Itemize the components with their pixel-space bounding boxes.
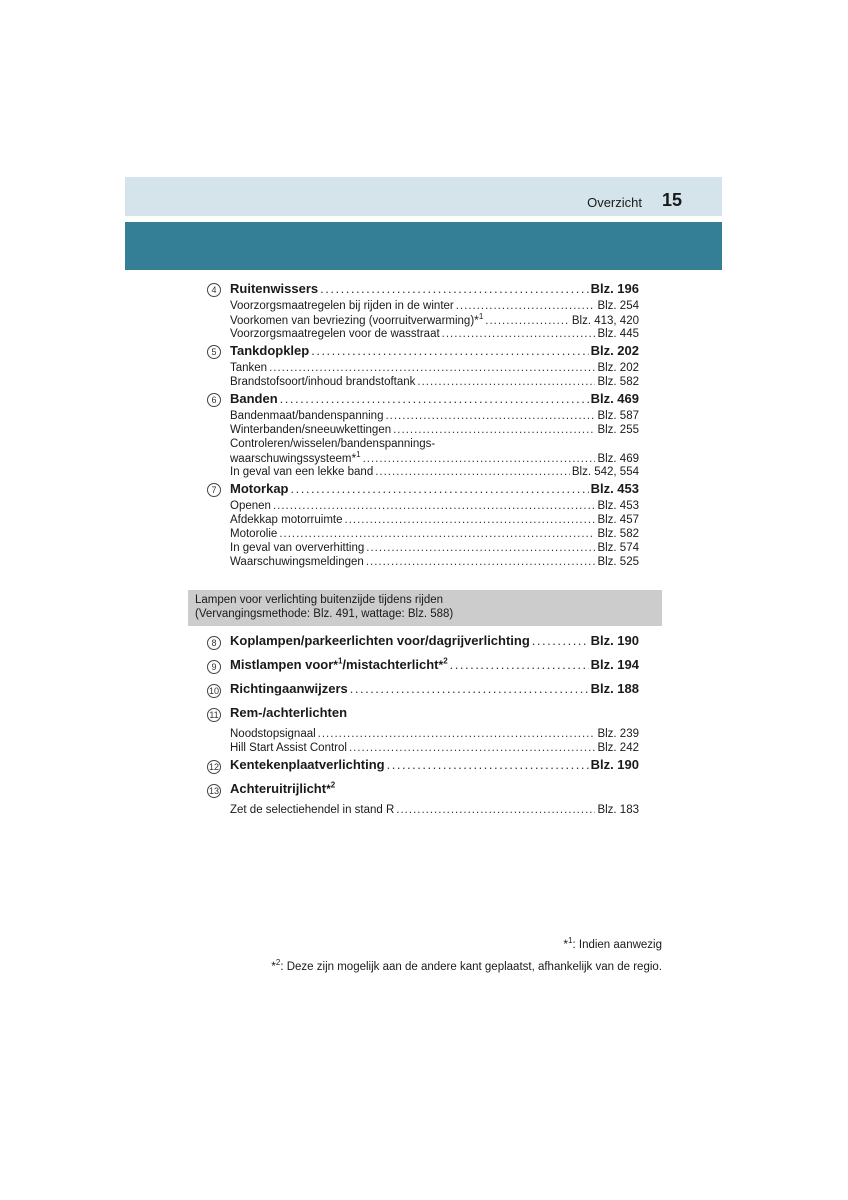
sub-entry-page-ref: Blz. 574 bbox=[597, 542, 639, 554]
asterisk: * bbox=[333, 658, 338, 672]
footnote-2: *$^2$: Deze zijn mogelijk aan de andere kant geplaatst, afhankelijk van de regio. bbox=[271, 958, 662, 973]
sub-entry-text: Waarschuwingsmeldingen bbox=[230, 556, 364, 568]
sub-entry-text: Afdekkap motorruimte bbox=[230, 514, 343, 526]
sub-entry[interactable] bbox=[230, 513, 639, 527]
item-number-badge: 5 bbox=[207, 345, 221, 359]
leader-dots bbox=[273, 499, 596, 513]
entry-label bbox=[230, 681, 348, 696]
sub-entry-text: Voorkomen van bevriezing (voorruitverwarming) bbox=[230, 315, 475, 327]
lamps-info-box bbox=[188, 590, 662, 626]
sub-entry-label bbox=[230, 803, 394, 817]
sub-entry-page-ref: Blz. 582 bbox=[597, 528, 639, 540]
sub-entry-label bbox=[230, 541, 364, 555]
sub-entry-text: waarschuwingssysteem bbox=[230, 453, 352, 465]
entry-label-text: Motorkap bbox=[230, 481, 289, 496]
sub-entry[interactable] bbox=[230, 409, 639, 423]
sub-entry-label bbox=[230, 499, 271, 513]
sub-entry-text: Voorzorgsmaatregelen voor de wasstraat bbox=[230, 328, 440, 340]
sub-entry-page-ref: Blz. 525 bbox=[597, 556, 639, 568]
sub-entry-text: Tanken bbox=[230, 362, 268, 374]
leader-dots bbox=[363, 452, 596, 466]
sub-entry-page-ref: Blz. 445 bbox=[597, 328, 639, 340]
entry-page-ref: Blz. 190 bbox=[590, 633, 639, 648]
header-bar bbox=[125, 177, 722, 216]
leader-dots bbox=[311, 343, 588, 358]
leader-dots bbox=[387, 757, 589, 772]
leader-dots bbox=[393, 423, 595, 437]
sub-entry-page-ref: Blz. 239 bbox=[597, 728, 639, 740]
leader-dots bbox=[396, 803, 595, 817]
item-number-badge: 9 bbox=[207, 660, 221, 674]
sub-entry-page-ref: Blz. 202 bbox=[597, 362, 639, 374]
sub-entry-page-ref: Blz. 582 bbox=[597, 376, 639, 388]
asterisk: * bbox=[474, 313, 479, 327]
header-band bbox=[125, 222, 722, 270]
sub-entry[interactable] bbox=[230, 555, 639, 569]
leader-dots bbox=[318, 727, 596, 741]
sub-entry-page-ref: Blz. 453 bbox=[597, 500, 639, 512]
entry-label bbox=[230, 633, 530, 648]
footnote-ref: 1 bbox=[356, 450, 361, 460]
sub-entry-text: Hill Start Assist Control bbox=[230, 742, 347, 754]
item-number-badge: 6 bbox=[207, 393, 221, 407]
sub-entry-label bbox=[230, 299, 454, 313]
entry-label-text: Tankdopklep bbox=[230, 343, 310, 358]
footnote-ref: 2 bbox=[330, 780, 336, 790]
sub-entry-text: Noodstopsignaal bbox=[230, 728, 316, 740]
item-number-badge: 4 bbox=[207, 283, 221, 297]
leader-dots bbox=[485, 314, 570, 328]
sub-entry-text: In geval van een lekke band bbox=[230, 466, 374, 478]
asterisk: * bbox=[351, 451, 357, 465]
sub-entry-label bbox=[230, 465, 373, 479]
index-group bbox=[207, 343, 639, 389]
sub-entry-label bbox=[230, 361, 267, 375]
footnote-ref: 2 bbox=[443, 656, 448, 666]
index-group bbox=[207, 757, 639, 779]
item-number-badge: 12 bbox=[208, 762, 219, 772]
index-entry[interactable] bbox=[207, 391, 639, 409]
leader-dots bbox=[350, 681, 589, 696]
sub-entry[interactable] bbox=[230, 423, 639, 437]
sub-entry-label bbox=[230, 555, 364, 569]
section-title: Overzicht bbox=[587, 195, 642, 210]
sub-entry-page-ref: Blz. 413, 420 bbox=[571, 315, 639, 327]
sub-entry[interactable] bbox=[230, 727, 639, 741]
entry-label bbox=[230, 757, 385, 772]
entry-page-ref: Blz. 202 bbox=[590, 343, 639, 358]
entry-label-text: Achteruitrijlicht bbox=[230, 781, 327, 796]
leader-dots bbox=[280, 391, 589, 406]
index-group bbox=[207, 391, 639, 479]
entry-page-ref: Blz. 469 bbox=[590, 391, 639, 406]
sub-entry-page-ref: Blz. 587 bbox=[597, 410, 639, 422]
entry-label bbox=[230, 781, 335, 796]
index-group bbox=[207, 781, 639, 817]
leader-dots bbox=[450, 657, 589, 672]
entry-page-ref: Blz. 190 bbox=[590, 757, 639, 772]
sub-entry-label bbox=[230, 409, 383, 423]
item-number-badge: 11 bbox=[207, 708, 221, 722]
index-group bbox=[207, 281, 639, 341]
index-group bbox=[207, 481, 639, 569]
index-entry[interactable] bbox=[207, 705, 639, 727]
sub-entry-text: Bandenmaat/bandenspanning bbox=[230, 410, 384, 422]
sub-entry-text: Brandstofsoort/inhoud brandstoftank bbox=[230, 376, 416, 388]
index-entry[interactable] bbox=[207, 757, 639, 779]
sub-entry-label bbox=[230, 527, 277, 541]
leader-dots bbox=[279, 527, 595, 541]
asterisk: * bbox=[326, 782, 331, 796]
entry-label-text: Kentekenplaatverlichting bbox=[230, 757, 385, 772]
entry-page-ref: Blz. 453 bbox=[590, 481, 639, 496]
sub-entry-text: Voorzorgsmaatregelen bij rijden in de winter bbox=[230, 300, 454, 312]
index-entry[interactable] bbox=[207, 681, 639, 703]
sub-entry-label bbox=[230, 727, 316, 741]
index-list-b bbox=[207, 632, 639, 819]
entry-page-ref: Blz. 194 bbox=[590, 657, 639, 672]
item-number-badge: 13 bbox=[208, 786, 219, 796]
leader-dots bbox=[375, 465, 570, 479]
sub-entry-text: Motorolie bbox=[230, 528, 278, 540]
sub-entry[interactable] bbox=[230, 299, 639, 313]
leader-dots bbox=[291, 481, 589, 496]
sub-entry-page-ref: Blz. 254 bbox=[597, 300, 639, 312]
leader-dots bbox=[269, 361, 595, 375]
sub-entry-text: In geval van oververhitting bbox=[230, 542, 365, 554]
entry-label-text: Banden bbox=[230, 391, 278, 406]
lamps-info-line1: Lampen voor verlichting buitenzijde tijdens rijden bbox=[195, 594, 444, 606]
sub-entry-page-ref: Blz. 183 bbox=[597, 804, 639, 816]
index-entry[interactable] bbox=[207, 633, 639, 655]
index-entry[interactable] bbox=[207, 281, 639, 299]
page-number: 15 bbox=[661, 190, 682, 210]
item-number-badge: 10 bbox=[208, 686, 219, 696]
sub-entry-text: Winterbanden/sneeuwkettingen bbox=[230, 424, 392, 436]
footnotes bbox=[271, 934, 662, 978]
index-group bbox=[207, 681, 639, 703]
entry-page-ref: Blz. 188 bbox=[590, 681, 639, 696]
leader-dots bbox=[320, 281, 588, 296]
leader-dots bbox=[417, 375, 595, 389]
lamps-info-line2: (Vervangingsmethode: Blz. 491, wattage: Blz. 588) bbox=[195, 608, 454, 620]
item-number-badge: 8 bbox=[207, 636, 221, 650]
sub-entry[interactable] bbox=[230, 327, 639, 341]
sub-entry-page-ref: Blz. 242 bbox=[597, 742, 639, 754]
leader-dots bbox=[366, 555, 596, 569]
sub-entry[interactable] bbox=[230, 803, 639, 817]
sub-entry[interactable] bbox=[230, 313, 639, 327]
sub-entry-label: Controleren/wisselen/bandenspannings- bbox=[230, 438, 436, 450]
index-entry[interactable] bbox=[207, 657, 639, 679]
leader-dots bbox=[456, 299, 596, 313]
leader-dots bbox=[345, 513, 596, 527]
entry-label bbox=[230, 481, 289, 496]
entry-label-text: Rem-/achterlichten bbox=[230, 705, 348, 720]
sub-entry-label bbox=[230, 375, 415, 389]
sub-entry[interactable] bbox=[230, 465, 639, 479]
entry-page-ref: Blz. 196 bbox=[590, 281, 639, 296]
sub-entry-text: Zet de selectiehendel in stand R bbox=[230, 804, 395, 816]
index-group bbox=[207, 657, 639, 679]
index-entry[interactable] bbox=[207, 781, 639, 803]
entry-label-text: Koplampen/parkeerlichten voor/dagrijverlichting bbox=[230, 633, 530, 648]
leader-dots bbox=[442, 327, 596, 341]
footnote-ref: 1 bbox=[478, 312, 484, 322]
entry-label bbox=[230, 343, 309, 358]
asterisk: * bbox=[438, 658, 444, 672]
sub-entry-page-ref: Blz. 542, 554 bbox=[571, 466, 639, 478]
entry-label bbox=[230, 657, 448, 672]
leader-dots bbox=[532, 633, 589, 648]
entry-label-part: Mistlampen voor bbox=[230, 657, 334, 672]
sub-entry[interactable] bbox=[230, 541, 639, 555]
sub-entry-text: Openen bbox=[230, 500, 271, 512]
sub-entry[interactable] bbox=[230, 451, 639, 465]
entry-label-text: Ruitenwissers bbox=[230, 281, 319, 296]
index-group bbox=[207, 633, 639, 655]
leader-dots bbox=[366, 541, 595, 555]
item-number-badge: 7 bbox=[207, 483, 221, 497]
footnote-1: *$^1$: Indien aanwezig bbox=[563, 936, 662, 951]
sub-entry-label bbox=[230, 513, 343, 527]
sub-entry-label bbox=[230, 327, 440, 341]
leader-dots bbox=[385, 409, 595, 423]
index-list-a bbox=[207, 281, 639, 571]
sub-entry[interactable] bbox=[230, 375, 639, 389]
sub-entry-page-ref: Blz. 469 bbox=[597, 453, 639, 465]
entry-label bbox=[230, 391, 278, 406]
sub-entry-label bbox=[230, 423, 391, 437]
sub-entry[interactable] bbox=[230, 499, 639, 513]
sub-entry-page-ref: Blz. 457 bbox=[597, 514, 639, 526]
sub-entry-label bbox=[230, 451, 361, 466]
entry-label bbox=[230, 281, 318, 296]
footnote-ref: 1 bbox=[337, 656, 343, 666]
sub-entry-label bbox=[230, 741, 347, 755]
sub-entry[interactable] bbox=[230, 741, 639, 755]
leader-dots bbox=[349, 741, 595, 755]
sub-entry[interactable] bbox=[230, 527, 639, 541]
sub-entry-page-ref: Blz. 255 bbox=[597, 424, 639, 436]
entry-label-part: /mistachterlicht bbox=[342, 657, 439, 672]
entry-label-text: Richtingaanwijzers bbox=[230, 681, 348, 696]
sub-entry[interactable] bbox=[230, 361, 639, 375]
entry-label bbox=[230, 705, 347, 720]
index-group bbox=[207, 705, 639, 755]
sub-entry-label bbox=[230, 313, 483, 328]
index-entry[interactable] bbox=[207, 481, 639, 499]
index-entry[interactable] bbox=[207, 343, 639, 361]
